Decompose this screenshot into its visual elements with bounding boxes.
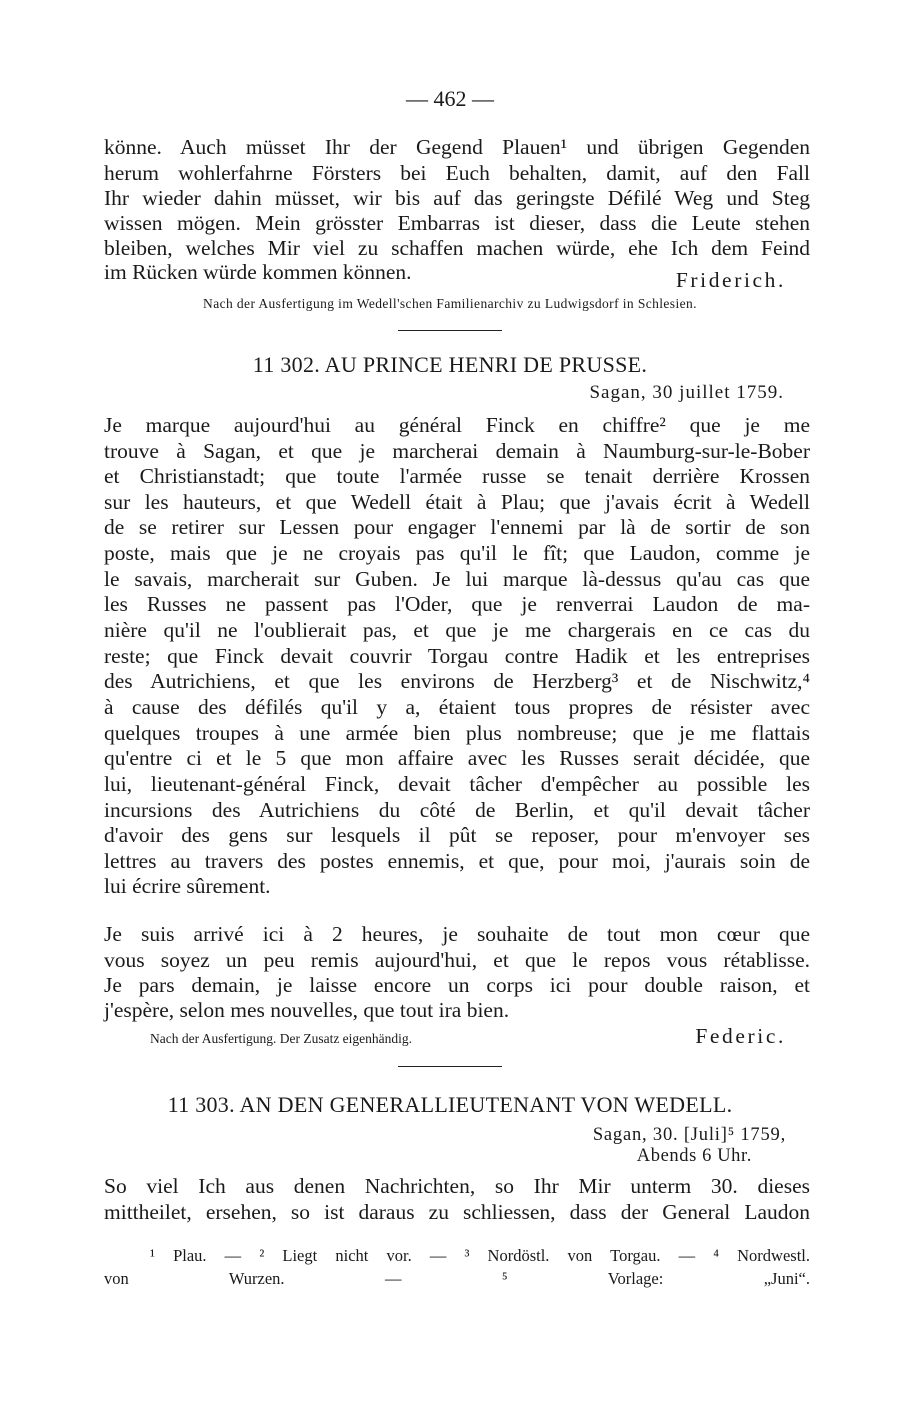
text-line: So viel Ich aus denen Nachrichten, so Ihr Mir unterm 30. dieses (104, 1174, 810, 1198)
section-divider (398, 330, 502, 331)
text-line: lettres au travers des postes ennemis, et que, pour moi, j'aurais soin de (104, 849, 810, 873)
text-line: bleiben, welches Mir viel zu schaffen machen würde, ehe Ich dem Feind (104, 236, 810, 260)
text-line: d'avoir des gens sur lesquels il pût se reposer, pour m'envoyer ses (104, 823, 810, 847)
text-line: des Autrichiens, et que les environs de Herzberg³ et de Nischwitz,⁴ (104, 669, 810, 693)
text-line: incursions des Autrichiens du côté de Berlin, et qu'il devait tâcher (104, 798, 810, 822)
text-line: mittheilet, ersehen, so ist daraus zu schliessen, dass der General Laudon (104, 1200, 810, 1224)
text-line: trouve à Sagan, et que je marcherai demain à Naumburg-sur-le-Bober (104, 439, 810, 463)
page-number: — 462 — (406, 86, 494, 111)
source-note: Nach der Ausfertigung. Der Zusatz eigenhändig. (150, 1031, 413, 1046)
text-line: quelques troupes à une armée bien plus nombreuse; que je me flattais (104, 721, 810, 745)
letter-heading: 11 303. AN DEN GENERALLIEUTENANT VON WEDELL. (167, 1092, 733, 1117)
text-line: qu'entre ci et le 5 que mon affaire avec les Russes serait décidée, que (104, 746, 810, 770)
text-line: de se retirer sur Lessen pour engager l'ennemi par là de sortir de son (104, 515, 810, 539)
dateline: Abends 6 Uhr. (636, 1146, 752, 1166)
footnote-line: ¹ Plau. — ² Liegt nicht vor. — ³ Nordöstl. von Torgau. — ⁴ Nordwestl. (150, 1246, 810, 1265)
text-line: les Russes ne passent pas l'Oder, que je renverrai Laudon de ma- (104, 592, 810, 616)
footnote-line: von Wurzen. — ⁵ Vorlage: „Juni“. (104, 1269, 810, 1288)
text-line: reste; que Finck devait couvrir Torgau contre Hadik et les entreprises (104, 644, 810, 668)
dateline: Sagan, 30 juillet 1759. (589, 382, 784, 403)
text-line: nière qu'il ne l'oublierait pas, et que je me chargerais en ce cas du (104, 618, 810, 642)
signature: Friderich. (675, 268, 786, 292)
text-line: Ihr wieder dahin müsset, wir bis auf das geringste Défilé Weg und Steg (104, 186, 810, 210)
text-line: Je pars demain, je laisse encore un corps ici pour double raison, et (104, 973, 810, 997)
text-line: à cause des défilés qu'il y a, étaient tous propres de résister avec (104, 695, 810, 719)
text-line: le savais, marcherait sur Guben. Je lui marque là-dessus qu'au cas que (104, 567, 810, 591)
dateline: Sagan, 30. [Juli]⁵ 1759, (592, 1125, 786, 1145)
text-line: im Rücken würde kommen können. (104, 260, 412, 284)
text-line: wissen mögen. Mein grösster Embarras ist dieser, dass die Leute stehen (104, 211, 810, 235)
text-line: sur les hauteurs, et que Wedell était à Plau; que j'avais écrit à Wedell (104, 490, 810, 514)
text-line: lui écrire sûrement. (104, 874, 271, 898)
text-line: j'espère, selon mes nouvelles, que tout ira bien. (104, 998, 510, 1022)
signature: Federic. (695, 1024, 786, 1048)
text-line: poste, mais que je ne croyais pas qu'il le fît; que Laudon, comme je (104, 541, 810, 565)
text-line: lui, lieutenant-général Finck, devait tâcher d'empêcher au possible les (104, 772, 810, 796)
letter-heading: 11 302. AU PRINCE HENRI DE PRUSSE. (252, 352, 648, 377)
text-line: et Christianstadt; que toute l'armée russe se tenait derrière Krossen (104, 464, 810, 488)
text-line: Je marque aujourd'hui au général Finck en chiffre² que je me (104, 413, 810, 437)
text-line: vous soyez un peu remis aujourd'hui, et que le repos vous rétablisse. (104, 948, 810, 972)
text-line: herum wohlerfahrne Försters bei Euch behalten, damit, auf den Fall (104, 161, 810, 185)
source-note: Nach der Ausfertigung im Wedell'schen Familienarchiv zu Ludwigsdorf in Schlesien. (203, 296, 697, 311)
text-line: Je suis arrivé ici à 2 heures, je souhaite de tout mon cœur que (104, 922, 810, 946)
section-divider (398, 1066, 502, 1067)
text-line: könne. Auch müsset Ihr der Gegend Plauen¹ und übrigen Gegenden (104, 135, 810, 159)
